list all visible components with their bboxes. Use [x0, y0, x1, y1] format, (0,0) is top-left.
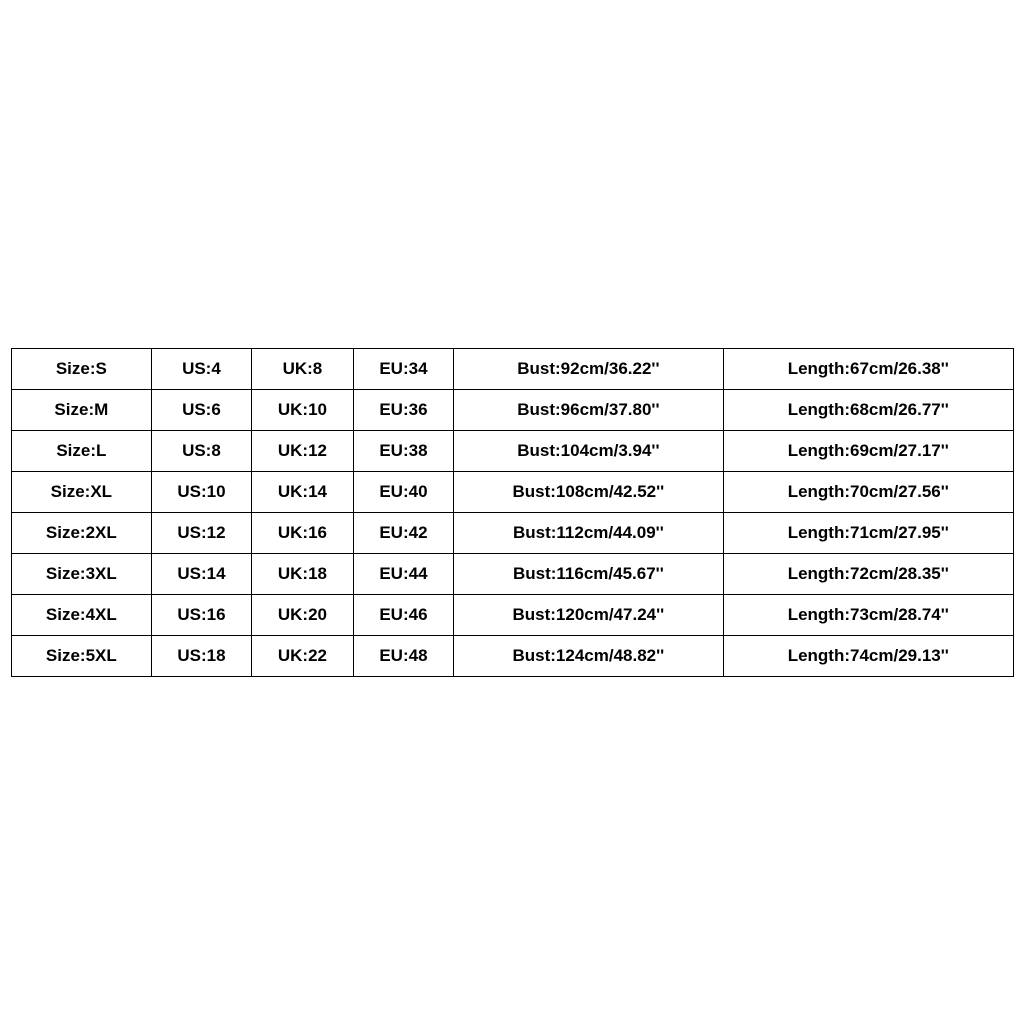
eu-size-cell: EU:44: [353, 554, 454, 595]
uk-size-cell: UK:16: [252, 513, 354, 554]
table-row: [12, 554, 1014, 595]
size-cell: Size:XL: [12, 472, 152, 513]
length-cell: Length:67cm/26.38'': [723, 349, 1013, 390]
bust-cell: Bust:120cm/47.24'': [454, 595, 723, 636]
size-chart-table: [11, 348, 1014, 677]
length-cell: Length:74cm/29.13'': [723, 636, 1013, 677]
us-size-cell: US:14: [151, 554, 252, 595]
eu-size-cell: EU:48: [353, 636, 454, 677]
us-size-cell: US:10: [151, 472, 252, 513]
eu-size-cell: EU:36: [353, 390, 454, 431]
size-chart-body: [12, 349, 1014, 677]
bust-cell: Bust:112cm/44.09'': [454, 513, 723, 554]
size-cell: Size:S: [12, 349, 152, 390]
us-size-cell: US:12: [151, 513, 252, 554]
length-cell: Length:69cm/27.17'': [723, 431, 1013, 472]
eu-size-cell: EU:34: [353, 349, 454, 390]
uk-size-cell: UK:18: [252, 554, 354, 595]
bust-cell: Bust:104cm/3.94'': [454, 431, 723, 472]
eu-size-cell: EU:42: [353, 513, 454, 554]
uk-size-cell: UK:12: [252, 431, 354, 472]
table-row: [12, 431, 1014, 472]
bust-cell: Bust:124cm/48.82'': [454, 636, 723, 677]
us-size-cell: US:6: [151, 390, 252, 431]
eu-size-cell: EU:40: [353, 472, 454, 513]
eu-size-cell: EU:46: [353, 595, 454, 636]
length-cell: Length:68cm/26.77'': [723, 390, 1013, 431]
uk-size-cell: UK:22: [252, 636, 354, 677]
length-cell: Length:71cm/27.95'': [723, 513, 1013, 554]
length-cell: Length:70cm/27.56'': [723, 472, 1013, 513]
table-row: [12, 349, 1014, 390]
size-cell: Size:3XL: [12, 554, 152, 595]
table-row: [12, 636, 1014, 677]
table-row: [12, 390, 1014, 431]
bust-cell: Bust:96cm/37.80'': [454, 390, 723, 431]
uk-size-cell: UK:20: [252, 595, 354, 636]
us-size-cell: US:4: [151, 349, 252, 390]
table-row: [12, 595, 1014, 636]
table-row: [12, 472, 1014, 513]
table-row: [12, 513, 1014, 554]
bust-cell: Bust:116cm/45.67'': [454, 554, 723, 595]
eu-size-cell: EU:38: [353, 431, 454, 472]
length-cell: Length:73cm/28.74'': [723, 595, 1013, 636]
size-cell: Size:M: [12, 390, 152, 431]
size-cell: Size:L: [12, 431, 152, 472]
length-cell: Length:72cm/28.35'': [723, 554, 1013, 595]
bust-cell: Bust:92cm/36.22'': [454, 349, 723, 390]
us-size-cell: US:16: [151, 595, 252, 636]
us-size-cell: US:8: [151, 431, 252, 472]
size-cell: Size:2XL: [12, 513, 152, 554]
size-cell: Size:5XL: [12, 636, 152, 677]
us-size-cell: US:18: [151, 636, 252, 677]
size-cell: Size:4XL: [12, 595, 152, 636]
uk-size-cell: UK:14: [252, 472, 354, 513]
uk-size-cell: UK:10: [252, 390, 354, 431]
uk-size-cell: UK:8: [252, 349, 354, 390]
bust-cell: Bust:108cm/42.52'': [454, 472, 723, 513]
